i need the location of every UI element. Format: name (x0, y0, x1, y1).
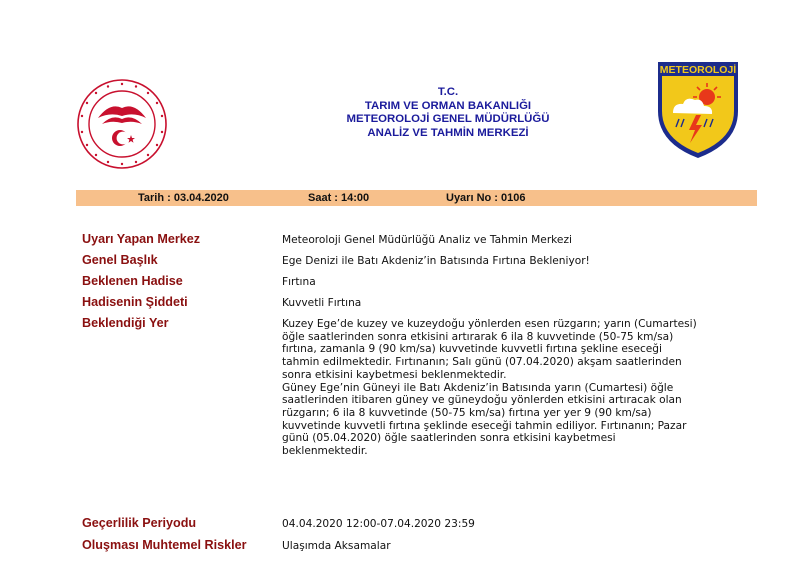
location-line: fırtına, zamanla 9 (90 km/sa) kuvvetinde kuvvetli fırtına şekline eseceği (282, 343, 662, 356)
meteoroloji-shield-logo (655, 59, 741, 161)
location-line: Güney Ege’nin Güneyi ile Batı Akdeniz’in Batısında yarın (Cumartesi) öğle (282, 381, 674, 394)
header-line-directorate: METEOROLOJİ GENEL MÜDÜRLÜĞÜ (346, 113, 550, 126)
expected-event-value: Fırtına (282, 276, 316, 288)
institution-header (238, 86, 658, 140)
location-line: sonra etkisini kaybetmesi beklenmektedir. (282, 368, 507, 381)
possible-risks-label: Oluşması Muhtemel Riskler (82, 538, 247, 552)
general-title-label: Genel Başlık (82, 253, 158, 267)
location-paragraph-south-aegean (282, 382, 752, 458)
expected-event-label: Beklenen Hadise (82, 274, 183, 288)
header-line-tc: T.C. (437, 86, 459, 98)
location-line: rüzgarın; 6 ila 8 kuvvetinde (50-75 km/sa) fırtına yer yer 9 (90 km/sa) (282, 406, 652, 419)
location-line: günü (05.04.2020) öğle saatlerinden sonra etkisini kaybetmesi (282, 432, 616, 445)
validity-period-value: 04.04.2020 12:00-07.04.2020 23:59 (282, 518, 475, 530)
warning-date: Tarih : 03.04.2020 (138, 192, 229, 204)
event-severity-label: Hadisenin Şiddeti (82, 295, 188, 309)
expected-location-value (282, 318, 752, 458)
possible-risks-value: Ulaşımda Aksamalar (282, 540, 391, 552)
ministry-emblem-logo (76, 78, 168, 170)
location-line: tahmin edilmektedir. Fırtınanın; Salı günü (07.04.2020) akşam saatlerinden (282, 356, 682, 369)
issuer-label: Uyarı Yapan Merkez (82, 232, 201, 246)
header-line-center: ANALİZ VE TAHMİN MERKEZİ (367, 126, 529, 139)
event-severity-value: Kuvvetli Fırtına (282, 297, 362, 309)
location-line: kuvvetinde kuvvetli fırtına şeklinde eseceği tahmin ediliyor. Fırtınanın; Pazar (282, 419, 687, 432)
issuer-value: Meteoroloji Genel Müdürlüğü Analiz ve Tahmin Merkezi (282, 234, 572, 246)
location-line: saatlerinden itibaren güney ve güneydoğu yönlerden etkisini artıracak olan (282, 394, 682, 407)
warning-number: Uyarı No : 0106 (446, 192, 526, 204)
general-title-value: Ege Denizi ile Batı Akdeniz’in Batısında Fırtına Bekleniyor! (282, 255, 590, 267)
warning-info-bar (76, 190, 757, 206)
expected-location-label: Beklendiği Yer (82, 316, 169, 330)
validity-period-label: Geçerlilik Periyodu (82, 516, 197, 530)
location-line: Kuzey Ege’de kuzey ve kuzeydoğu yönlerden esen rüzgarın; yarın (Cumartesi) (282, 318, 697, 330)
header-line-ministry: TARIM VE ORMAN BAKANLIĞI (364, 99, 532, 112)
warning-time: Saat : 14:00 (308, 192, 370, 204)
location-line: beklenmektedir. (282, 445, 368, 458)
location-line: öğle saatlerinden sonra etkisini artırarak 6 ila 8 kuvvetinde (50-75 km/sa) (282, 330, 674, 343)
logo-title-text: METEOROLOJİ (659, 64, 737, 76)
location-paragraph-north-aegean (282, 318, 752, 382)
